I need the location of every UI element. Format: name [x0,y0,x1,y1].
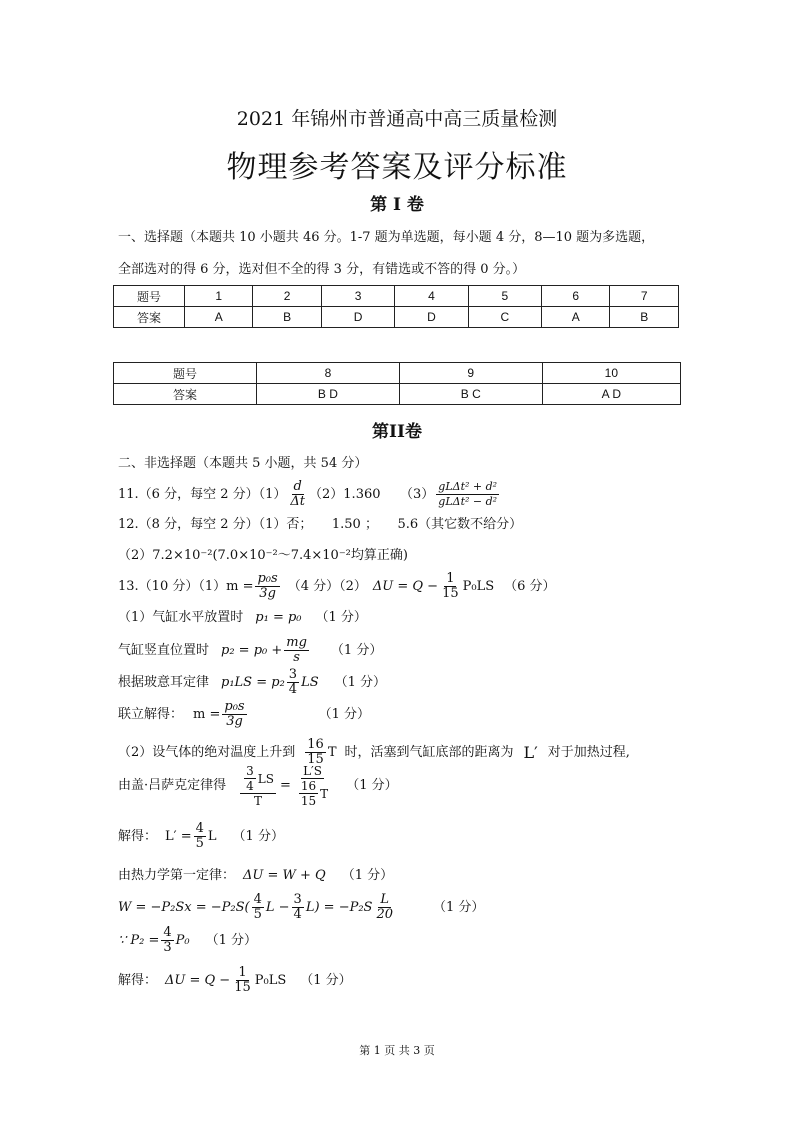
section-1-heading: 第 Ⅰ 卷 [370,195,424,215]
fraction-denominator: T [254,794,263,808]
step-text: （1）气缸水平放置时 [118,610,244,625]
table-cell: 题号 [114,286,185,307]
answer-table-2 [113,362,681,405]
table-cell: 答案 [114,307,185,328]
fraction-numerator: mg [286,635,307,650]
step-equation: p₁LS = p₂ [221,674,285,690]
step-equation: P₀LS [254,972,287,988]
step-score: （1 分） [318,706,370,722]
fraction-denominator: 3 [163,940,172,955]
q13-du-fraction [440,572,461,601]
step-fraction [287,668,299,697]
fraction-numerator: 4 [253,892,262,907]
inner-fraction [299,779,318,808]
fraction-numerator [240,764,276,794]
table-row [114,286,679,307]
table-cell: 8 [257,363,400,384]
page-footer: 第 1 页 共 3 页 [359,1044,435,1057]
table-cell: A D [542,384,680,405]
q13-step-5 [118,738,630,767]
table-row [114,363,681,384]
step-fraction [292,893,304,922]
q13-m-lhs: m = [226,578,254,594]
fraction-text: LS [257,771,274,786]
step-equation: P₀ [175,932,190,948]
fraction-numerator: d [293,479,302,494]
part1-intro-line2: 全部选对的得 6 分，选对但不全的得 3 分，有错选或不答的得 0 分。） [118,262,526,277]
fraction-denominator: 3g [259,586,276,601]
table-cell: 3 [321,286,394,307]
step-score: （1 分） [315,610,367,625]
fraction-numerator: 3 [293,892,302,907]
step-equation: W = −P₂Sx = −P₂S( [118,899,250,915]
part1-intro-line1: 一、选择题（本题共 10 小题共 46 分。1-7 题为单选题，每小题 4 分，8—10 题为多选题， [118,230,655,245]
fraction-denominator: 20 [376,907,393,922]
q11-lead: 11.（6 分，每空 2 分）（1） [118,486,287,502]
table-cell: 9 [399,363,542,384]
fraction-denominator: 15 [442,586,459,601]
step-fraction [232,966,253,995]
table-cell: B C [399,384,542,405]
step-text: 气缸竖直位置时 [118,642,210,658]
fraction-numerator: p₀s [257,571,278,586]
step-score: （1 分） [346,778,398,793]
table-cell: 1 [185,286,253,307]
table-cell: C [468,307,541,328]
step-score: （1 分） [334,674,387,690]
q13-du-rhs: P₀LS [462,578,495,594]
exam-title: 2021 年锦州市普通高中高三质量检测 [236,108,558,130]
step-text: 由盖·吕萨克定律得 [118,778,227,793]
q13-step-11 [118,966,352,995]
step-equation: p₂ = p₀ + [221,642,283,658]
step-equation: m = [193,706,221,722]
answer-table-1 [113,285,679,328]
table-cell: A [542,307,610,328]
fraction-numerator: 1 [446,571,455,586]
fraction-numerator: L [380,892,390,907]
table-row [114,384,681,405]
fraction-denominator: s [293,650,300,665]
fraction-denominator: 15 [234,980,251,995]
part2-intro: 二、非选择题（本题共 5 小题，共 54 分） [118,456,368,471]
table-cell: D [321,307,394,328]
fraction-denominator: 4 [246,779,254,793]
step-equation: T [327,744,337,760]
step-equation: ΔU = W + Q [243,868,326,883]
fraction-denominator: 5 [253,907,262,922]
q13-lead: 13.（10 分）（1） [118,578,227,594]
step-text: 由热力学第一定律： [118,868,236,883]
fraction-text: T [320,786,329,801]
fraction-numerator: 4 [195,821,204,836]
step-score: （1 分） [205,932,258,948]
step-text: 时，活塞到气缸底部的距离为 [344,744,514,760]
fraction-numerator: 3 [246,764,254,778]
fraction-denominator: 4 [288,682,298,697]
fraction-denominator: gLΔt² − d² [438,495,498,508]
step-fraction [222,700,246,729]
table-cell: B [610,307,679,328]
q13-score6: （6 分） [504,578,556,594]
inner-fraction [244,764,256,793]
q13-step-8 [118,868,393,884]
step-text: （2）设气体的绝对温度上升到 [118,744,296,760]
q13-step-7 [118,822,284,851]
q13-m-fraction [255,572,279,601]
step-equation: L) = −P₂S [305,899,373,915]
document-title: 物理参考答案及评分标准 [226,150,568,185]
fraction-denominator: 15 [300,794,317,808]
table-row [114,307,679,328]
fraction-numerator: 4 [163,925,172,940]
fraction-denominator: 15 [307,752,324,767]
q11-answer-1 [288,480,307,509]
step-fraction [252,893,264,922]
question-11 [118,480,501,509]
section-2-heading: 第II卷 [372,422,422,442]
table-cell: 答案 [114,384,257,405]
step-score: （1 分） [341,868,394,883]
q13-step-3 [118,668,386,697]
table-cell: 10 [542,363,680,384]
step-score: （1 分） [300,972,352,988]
table-cell: 4 [395,286,468,307]
fraction-denominator: Δt [290,494,306,509]
table-cell: 2 [253,286,321,307]
step-fraction [305,738,326,767]
question-13 [118,572,556,601]
step-equation: ∵ P₂ = [118,932,160,948]
step-equation: p₁ = p₀ [255,610,302,625]
step-fraction [295,764,330,808]
q13-step-1 [118,610,367,626]
q13-score4: （4 分）（2） [287,578,367,594]
step-equation: LS [301,674,319,690]
step-fraction [161,926,173,955]
step-fraction [284,636,309,665]
step-text: 解得： [118,972,158,988]
step-text: 对于加热过程, [547,744,630,760]
fraction-denominator: 3g [226,714,243,729]
step-text: 根据玻意耳定律 [118,674,210,690]
question-12-line1: 12.（8 分，每空 2 分）（1）否； 1.50 ； 5.6（其它数不给分） [118,517,523,532]
step-score: （1 分） [330,642,383,658]
fraction-numerator: 1 [238,965,247,980]
step-fraction [374,893,395,922]
q13-du-lhs: ΔU = Q − [372,578,439,594]
table-cell: B D [257,384,400,405]
fraction-numerator: p₀s [224,699,245,714]
table-cell: D [395,307,468,328]
step-text: 联立解得： [118,706,184,722]
step-fraction [194,822,206,851]
step-fraction [240,764,276,808]
q13-step-9 [118,893,484,922]
table-cell: 5 [468,286,541,307]
step-equation: L′ [523,742,538,762]
question-12-line2: （2）7.2×10⁻²(7.0×10⁻²～7.4×10⁻²均算正确) [118,548,408,563]
q11-mid: （2）1.360 （3） [309,486,435,502]
q13-step-6: 由盖·吕萨克定律得 $\frac{3}{4}$ LS T = L′S $\frac{16}{15}$ T （1 分） [118,764,398,808]
fraction-denominator: 5 [195,836,204,851]
fraction-numerator: gLΔt² + d² [438,480,498,493]
table-cell: A [185,307,253,328]
step-text: 解得： [118,828,158,844]
fraction-numerator: 16 [300,779,317,793]
q13-step-2 [118,636,382,665]
fraction-numerator: 16 [307,737,324,752]
q13-step-4 [118,700,370,729]
table-cell: 6 [542,286,610,307]
q13-step-10 [118,926,257,955]
fraction-numerator: L′S [303,764,322,778]
q11-answer-3 [436,480,499,509]
step-equation: L − [265,899,290,915]
fraction-denominator: 4 [293,907,302,922]
fraction-denominator [295,779,330,808]
step-equation: L′ = [165,828,192,844]
step-score: （1 分） [232,828,284,844]
fraction-numerator: 3 [288,667,298,682]
table-cell: 7 [610,286,679,307]
table-cell: 题号 [114,363,257,384]
table-cell: B [253,307,321,328]
step-score: （1 分） [433,899,485,915]
step-equation: L [207,828,217,844]
step-equation: ΔU = Q − [165,972,231,988]
